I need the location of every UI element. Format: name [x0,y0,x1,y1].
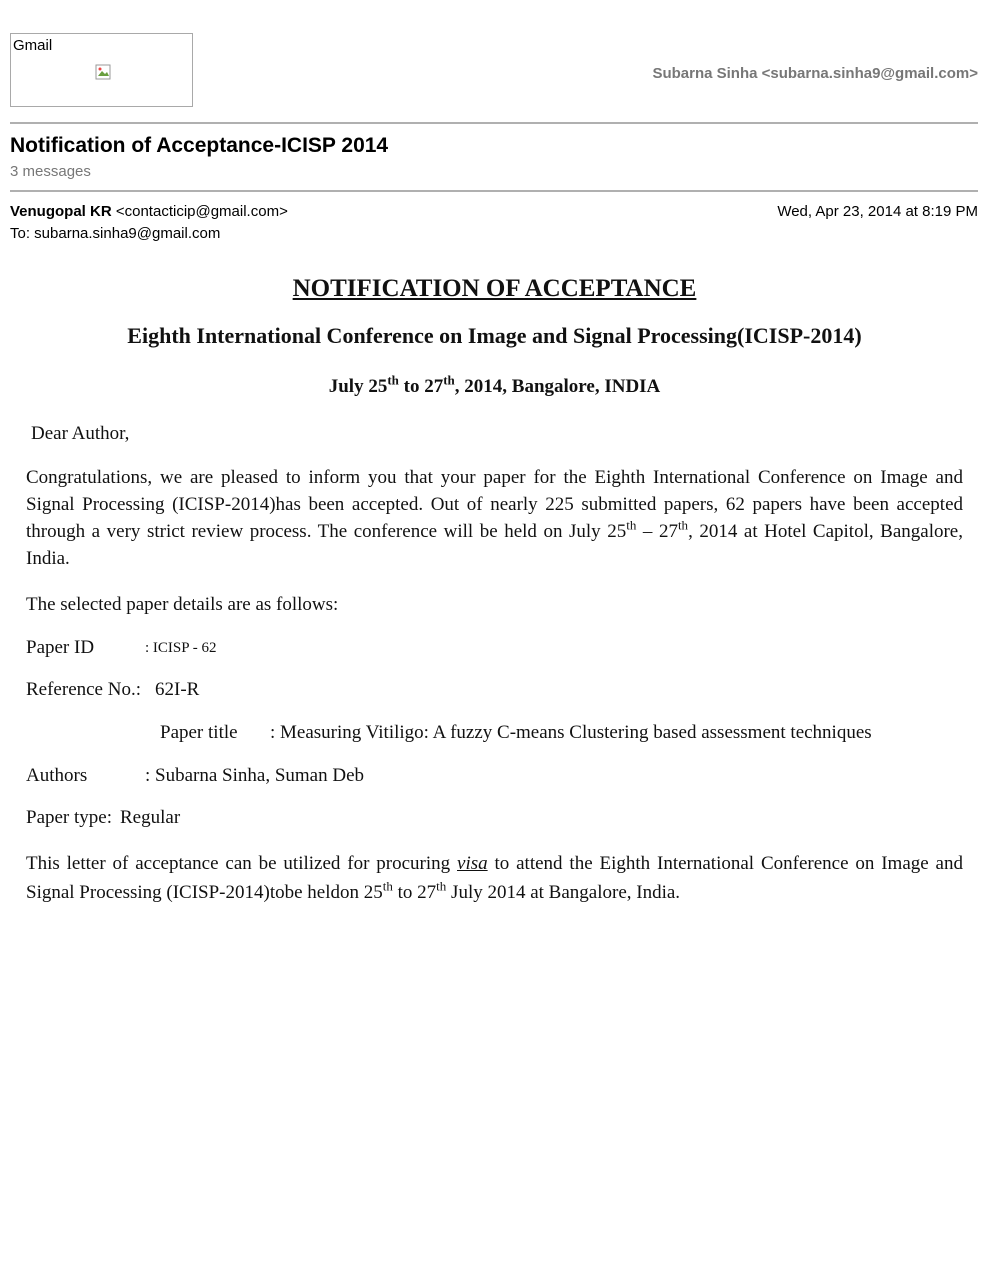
conference-dates: July 25th to 27th, 2014, Bangalore, INDIA [328,372,661,397]
divider-thread [10,190,978,192]
paper-title-label: Paper title [160,722,238,743]
body-paragraph: Congratulations, we are pleased to inform you that your paper for the Eighth International Conference on Image and Signal Processing (ICISP-2014)has been accepted. Out of nearly 225 submitted papers, 62 papers have been accepted through a very strict review process. The conference will be held on July 25th – 27th, 2014 at Hotel Capitol, Bangalore, India. [26,467,963,569]
closing-paragraph: This letter of acceptance can be utilized for procuring visa to attend the Eighth International Conference on Image and Signal Processing (ICISP-2014)tobe heldon 25th to 27th July 2014 at Bangalore, India. [26,853,963,903]
logo-text: Gmail [13,37,53,54]
paper-title-value: : Measuring Vitiligo: A fuzzy C-means Clustering based assessment techniques [270,722,872,743]
account-label: Subarna Sinha <subarna.sinha9@gmail.com> [652,65,978,82]
divider-top [10,122,978,124]
conference-title: Eighth International Conference on Image and Signal Processing(ICISP-2014) [127,323,862,348]
paper-id-value: : ICISP - 62 [145,640,217,656]
letter-heading: NOTIFICATION OF ACCEPTANCE [292,275,697,302]
paper-id-label: Paper ID [26,637,95,658]
paper-type-label: Paper type: [26,807,113,828]
reference-value: 62I-R [155,679,200,700]
message-recipient: To: subarna.sinha9@gmail.com [10,225,221,242]
paper-type-value: Regular [120,807,181,828]
sender-name: Venugopal KR [10,203,112,220]
details-intro: The selected paper details are as follows: [26,594,339,615]
visa-link[interactable]: visa [457,853,488,874]
broken-image-icon [95,64,111,80]
message-sender [10,203,288,220]
message-date: Wed, Apr 23, 2014 at 8:19 PM [777,203,978,220]
greeting: Dear Author, [31,423,130,444]
authors-label: Authors [26,765,88,786]
sender-email: <contacticip@gmail.com> [115,203,288,220]
authors-value: : Subarna Sinha, Suman Deb [145,765,365,786]
thread-subject: Notification of Acceptance-ICISP 2014 [10,134,389,157]
message-count: 3 messages [10,163,91,180]
reference-label: Reference No.: [26,679,141,700]
gmail-logo-box [10,33,193,107]
